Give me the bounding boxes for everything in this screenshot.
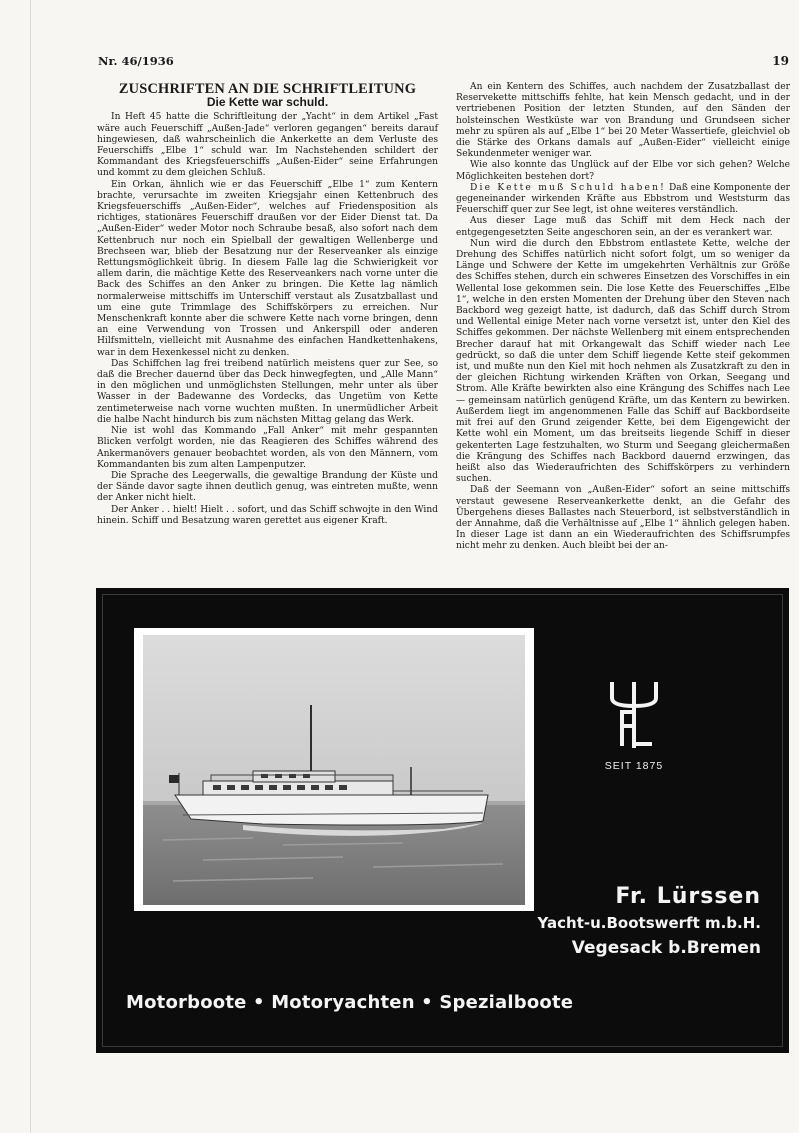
yacht-illustration bbox=[143, 635, 525, 905]
ad-tagline: Motorboote • Motoryachten • Spezialboote bbox=[126, 992, 574, 1013]
article-subheadline: Die Kette war schuld. bbox=[206, 95, 329, 110]
since-year: SEIT 1875 bbox=[604, 760, 664, 772]
logo-graphic bbox=[604, 680, 664, 750]
page-number: 19 bbox=[772, 54, 789, 68]
trident-fl-monogram-icon bbox=[604, 680, 664, 750]
article-headline: ZUSCHRIFTEN AN DIE SCHRIFTLEITUNG bbox=[118, 81, 417, 97]
paragraph: In Heft 45 hatte die Schriftleitung der „Yacht“ in dem Artikel „Fast wäre auch Feuerschiff „Außen-Jade“ verloren gegangen“ bereits darauf hingewiesen, daß wahrscheinlich die Ankerkette an dem Verluste des Feuerschiffs „Elbe 1“ schuld war. Im Nachstehenden schildert der Kommandant des Kriegsfeuerschiffs „Außen-Eider“ seine Erfahrungen und kommt zu dem gleichen Schluß. bbox=[97, 112, 438, 179]
article-column-right bbox=[456, 82, 790, 553]
firm-type: Yacht-u.Bootswerft m.b.H. bbox=[537, 914, 761, 932]
luerssen-advertisement bbox=[96, 588, 789, 1053]
paragraph: An ein Kentern des Schiffes, auch nachdem der Zusatzballast der Reservekette mittschiffs fehlte, hat kein Mensch gedacht, und in der vertriebenen Position der letzten Stunden, auf den Sänden der holsteinschen Westküste war von Brandung und Grundseen sicher mehr zu spüren als auf „Elbe 1“ bei 20 Meter Wassertiefe, gleichviel ob die Stärke des Orkans damals auf „Außen-Eider“ vielleicht einige Sekundenmeter weniger war. bbox=[456, 82, 790, 160]
paragraph-spaced-lead bbox=[456, 183, 790, 217]
yacht-photo-frame bbox=[134, 628, 534, 911]
paragraph: Ein Orkan, ähnlich wie er das Feuerschiff „Elbe 1“ zum Kentern brachte, verursachte im zweiten Kriegsjahr einen Kettenbruch des Kriegsfeuerschiffs „Außen-Eider“, welches auf Friedensposition als richtiges, stationäres Feuerschiff draußen vor der Eider Dienst tat. Da „Außen-Eider“ weder Motor noch Schraube besaß, also sofort nach dem Kettenbruch nur noch ein Spielball der gewaltigen Wellenberge und Brechseen war, blieb der Besatzung nur der Reserveanker als einzige Rettungsmöglichkeit übrig. In diesem Falle lag die Schwierigkeit vor allem darin, die mächtige Kette des Reserveankers nach vorne unter die Back des Schiffes an den Anker zu bringen. Die Kette lag nämlich normalerweise mittschiffs im Unterschiff verstaut als Zusatzballast und um eine gute Trimmlage des Schiffskörpers zu erreichen. Nur Menschenkraft konnte aber die schwere Kette nach vorne bringen, denn an eine Verwendung von Trossen und Ankerspill oder anderen Hilfsmitteln, vielleicht mit Ausnahme des einfachen Handkettenhakens, war in dem Hexenkessel nicht zu denken. bbox=[97, 179, 438, 358]
article-column-left bbox=[97, 82, 438, 527]
paragraph-rest: Daß eine Komponente der gegeneinander wirkenden Kräfte aus Ebbstrom und Weststurm das Feuerschiff quer zur See legt, ist ohne weiteres verständlich. bbox=[456, 182, 790, 216]
paragraph: Nie ist wohl das Kommando „Fall Anker“ mit mehr gespannten Blicken verfolgt worden, nie das Reagieren des Schiffes während des Ankermanövers genauer beobachtet worden, als von den Männern, vom Kommandanten bis zum alten Lampenputzer. bbox=[97, 426, 438, 470]
paragraph: Nun wird die durch den Ebbstrom entlastete Kette, welche der Drehung des Schiffes natürlich nicht sofort folgt, um so weniger da Länge und Schwere der Kette im umgekehrten Verhältnis zur Größe des Schiffes stehen, durch ein schweres Einsetzen des Vorschiffes in ein Wellental lose gekommen sein. Die lose Kette des Feuerschiffes „Elbe 1“, welche in den ersten Momenten der Drehung über den Steven nach Backbord weg gezeigt hatte, ist dadurch, daß das Schiff durch Strom und Wellental einige Meter nach vorne versetzt ist, unter den Kiel des Schiffes gekommen. Der nächste Wellenberg mit einem entsprechenden Brecher darauf hat mit Orkangewalt das Schiff wieder nach Lee gedrückt, so daß die unter dem Schiff liegende Kette steif gekommen ist, und mußte nun den Kiel mit hoch nehmen als Zusatzkraft zu den in der gleichen Richtung wirkenden Kräften von Orkan, Seegang und Strom. Alle Kräfte bewirkten also eine Krängung des Schiffes nach Lee — gemeinsam natürlich genügend Kräfte, um das Kentern zu bewirken. Außerdem liegt im angenommenen Falle das Schiff auf Backbordseite mit frei auf den Grund zeigender Kette, bei dem Eigengewicht der Kette wohl ein Moment, um das breitseits liegende Schiff in dieser gekenterten Lage festzuhalten, wo Sturm und Seegang gleichermaßen die Krängung des Schiffes nach Backbord dauernd erzwingen, das heißt also das Wiederaufrichten des Schiffskörpers zu verhindern suchen. bbox=[456, 238, 790, 485]
page-fold-line bbox=[30, 0, 31, 1133]
paragraph: Das Schiffchen lag frei treibend natürlich meistens quer zur See, so daß die Brecher dauernd über das Deck hinwegfegten, und „Alle Mann“ in den möglichen und unmöglichsten Stellungen, mehr unter als über Wasser in der Badewanne des Vordecks, das Ungetüm von Kette zentimeterweise nach vorne wuchten mußten. In unermüdlicher Arbeit die halbe Nacht hindurch bis zum nächsten Mittag gelang das Werk. bbox=[97, 358, 438, 425]
paragraph: Wie also konnte das Unglück auf der Elbe vor sich gehen? Welche Möglichkeiten bestehen dort? bbox=[456, 160, 790, 182]
motor-yacht-photo-icon bbox=[143, 635, 525, 905]
paragraph: Der Anker . . hielt! Hielt . . sofort, und das Schiff schwojte in den Wind hinein. Schiff und Besatzung waren gerettet aus eigener Kraft. bbox=[97, 504, 438, 526]
paragraph: Daß der Seemann von „Außen-Eider“ sofort an seine mittschiffs verstaut gewesene Reserveankerkette denkt, an die Gefahr des Übergehens dieses Ballastes nach Steuerbord, ist selbstverständlich in der Annahme, daß die Verhältnisse auf „Elbe 1“ ähnlich gelegen haben. In dieser Lage ist dann an ein Wiederaufrichten des Schiffsrumpfes nicht mehr zu denken. Auch bleibt bei der an- bbox=[456, 485, 790, 552]
spaced-emphasis: Die Kette muß Schuld haben! bbox=[470, 182, 666, 193]
paragraph: Aus dieser Lage muß das Schiff mit dem Heck nach der entgegengesetzten Seite angeschoren sein, an der es verankert war. bbox=[456, 216, 790, 238]
paragraph: Die Sprache des Leegerwalls, die gewaltige Brandung der Küste und der Sände davor sagte ihnen deutlich genug, was eintreten mußte, wenn der Anker nicht hielt. bbox=[97, 470, 438, 504]
issue-number: Nr. 46/1936 bbox=[98, 54, 174, 68]
firm-name: Fr. Lürssen bbox=[615, 884, 761, 909]
firm-location: Vegesack b.Bremen bbox=[571, 938, 761, 958]
